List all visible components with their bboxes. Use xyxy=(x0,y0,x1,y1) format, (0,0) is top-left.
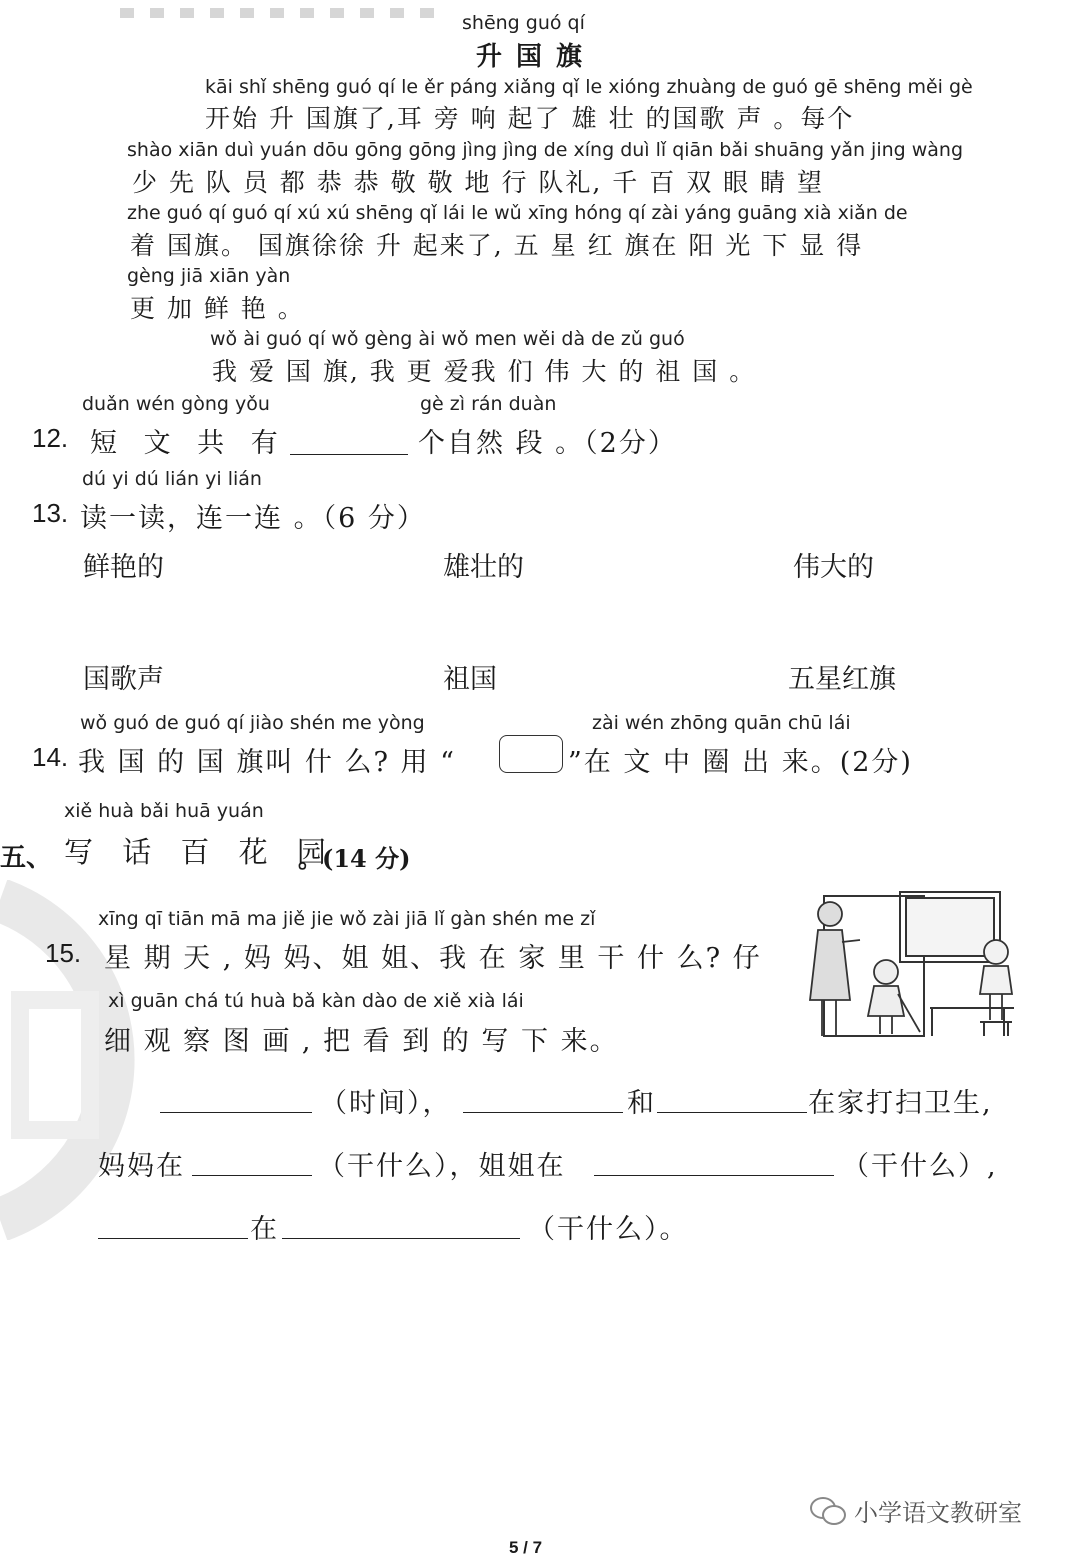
q15-person3-blank[interactable] xyxy=(98,1214,248,1239)
q13-bottom-item-2[interactable]: 祖国 xyxy=(443,664,497,695)
q15-line3-a: 在 xyxy=(250,1214,279,1245)
family-cleaning-illustration xyxy=(800,890,1032,1042)
q15-line1-b: 和 xyxy=(627,1088,656,1119)
closing-pinyin: wǒ ài guó qí wǒ gèng ài wǒ men wěi dà de zǔ guó xyxy=(210,328,685,350)
section5-label: 五、 xyxy=(0,843,53,873)
q15-sister-blank[interactable] xyxy=(594,1151,834,1176)
q15-person1-blank[interactable] xyxy=(463,1088,623,1113)
title-pinyin: shēng guó qí xyxy=(462,12,585,34)
wechat-icon xyxy=(810,1495,846,1525)
q15-pinyin-a: xīng qī tiān mā ma jiě jie wǒ zài jiā lǐ gàn shén me zǐ xyxy=(98,908,596,930)
q15-time-blank[interactable] xyxy=(160,1088,312,1113)
background-watermark-logo xyxy=(0,880,170,1240)
q12-text-a: 短 文 共 有 xyxy=(90,428,287,459)
q15-line2-a: 妈妈在 xyxy=(98,1151,185,1182)
q15-text-a: 星 期 天 , 妈 妈、姐 姐、我 在 家 里 干 什 么? 仔 xyxy=(104,943,762,974)
closing-line: 我 爱 国 旗, 我 更 爱我 们 伟 大 的 祖 国 。 xyxy=(212,357,757,386)
q13-pinyin: dú yi dú lián yi lián xyxy=(82,468,262,490)
q13-bottom-item-1[interactable]: 国歌声 xyxy=(83,664,164,695)
q15-line3-b: （干什么）。 xyxy=(528,1214,689,1245)
passage-line-2: 少 先 队 员 都 恭 恭 敬 敬 地 行 队礼, 千 百 双 眼 睛 望 xyxy=(132,168,825,197)
q14-text-a: 我 国 的 国 旗叫 什 么? 用 “ xyxy=(78,747,456,778)
q15-mother-blank[interactable] xyxy=(192,1151,312,1176)
q15-person2-blank[interactable] xyxy=(657,1088,807,1113)
q12-text-b: 个自然 段 。（2分） xyxy=(418,428,677,459)
section5-pinyin: xiě huà bǎi huā yuán xyxy=(64,800,264,822)
q15-line2-b: （干什么），姐姐在 xyxy=(318,1151,566,1182)
mother-figure xyxy=(810,902,860,1036)
q12-pinyin-b: gè zì rán duàn xyxy=(420,393,557,415)
q12-number: 12. xyxy=(32,423,69,453)
q15-text-b: 细 观 察 图 画 , 把 看 到 的 写 下 来。 xyxy=(104,1026,619,1057)
q13-number: 13. xyxy=(32,498,69,528)
top-cropped-line xyxy=(120,8,450,18)
q13-top-item-2[interactable]: 雄壮的 xyxy=(443,552,524,583)
section5-title: 写 话 百 花 园 xyxy=(64,835,336,869)
q15-line1-a: （时间）， xyxy=(320,1088,452,1119)
q13-top-item-3[interactable]: 伟大的 xyxy=(793,552,874,583)
wechat-watermark xyxy=(810,1490,1022,1530)
q13-bottom-item-3[interactable]: 五星红旗 xyxy=(788,664,896,695)
passage-title: 升国旗 xyxy=(476,42,597,72)
q14-pinyin-a: wǒ guó de guó qí jiào shén me yòng xyxy=(80,712,425,734)
q12-answer-blank[interactable] xyxy=(290,430,408,455)
passage-line-4: 更 加 鲜 艳 。 xyxy=(130,294,305,323)
passage-line-4-pinyin: gèng jiā xiān yàn xyxy=(127,265,291,287)
girl-sweeping-figure xyxy=(868,960,920,1034)
q15-number: 15. xyxy=(45,938,82,968)
q13-text: 读一读，连一连 。（6 分） xyxy=(80,503,426,534)
passage-line-3-pinyin: zhe guó qí guó qí xú xú shēng qǐ lái le wǔ xīng hóng qí zài yáng guāng xià xiǎn de xyxy=(127,202,908,224)
q13-top-item-1[interactable]: 鲜艳的 xyxy=(83,552,164,583)
watermark-text: 小学语文教研室 xyxy=(854,1498,1022,1527)
page-number: 5 / 7 xyxy=(509,1538,543,1557)
passage-line-3: 着 国旗。 国旗徐徐 升 起来了, 五 星 红 旗在 阳 光 下 显 得 xyxy=(130,231,864,260)
q15-line2-c: （干什么）, xyxy=(842,1151,998,1182)
passage-line-2-pinyin: shào xiān duì yuán dōu gōng gōng jìng jìng de xíng duì lǐ qiān bǎi shuāng yǎn jing wàng xyxy=(127,139,964,161)
q14-pinyin-b: zài wén zhōng quān chū lái xyxy=(592,712,851,734)
q14-circle-box[interactable] xyxy=(499,735,563,773)
q12-pinyin-a: duǎn wén gòng yǒu xyxy=(82,393,270,415)
q15-me-blank[interactable] xyxy=(282,1214,520,1239)
q14-text-b: ”在 文 中 圈 出 来。(2分) xyxy=(568,747,913,778)
section5-score: 。(14 分) xyxy=(298,844,411,873)
q15-line1-c: 在家打扫卫生, xyxy=(808,1088,993,1119)
passage-line-1-pinyin: kāi shǐ shēng guó qí le ěr páng xiǎng qǐ le xióng zhuàng de guó gē shēng měi gè xyxy=(205,76,973,98)
passage-line-1: 开始 升 国旗了,耳 旁 响 起了 雄 壮 的国歌 声 。每个 xyxy=(205,104,855,133)
q14-number: 14. xyxy=(32,742,69,772)
q15-pinyin-b: xì guān chá tú huà bǎ kàn dào de xiě xià lái xyxy=(108,990,524,1012)
